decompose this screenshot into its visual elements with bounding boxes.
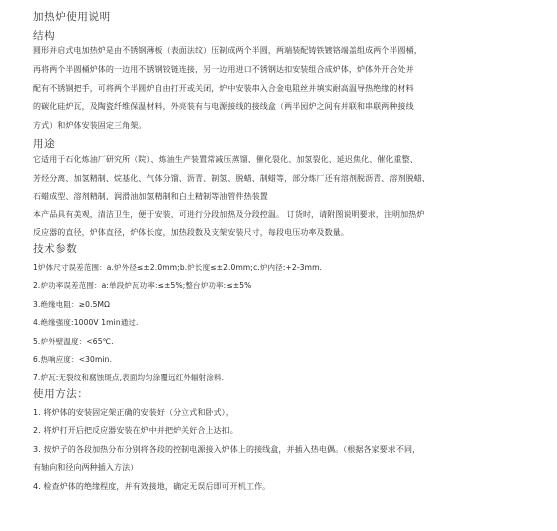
specs-heading: 技术参数 [33,243,78,255]
method-line: 4. 检查炉体的绝缘程度，并有效接地，确定无误后即可开机工作。 [33,482,271,491]
spec-line: 7.炉瓦:无裂纹和腐蚀斑点,表面均匀涂覆远红外辐射涂料. [33,373,225,382]
usage-line: 它适用于石化炼油厂研究所（院）、炼油生产装置常减压蒸馏、催化裂化、加氢裂化、延迟焦化、催化重整、 [33,155,418,164]
spec-line: 4.绝缘强度:1000V 1min通过. [33,318,139,327]
method-heading: 使用方法： [33,388,89,400]
structure-line: 方式）和炉体安装固定三角架。 [33,121,147,130]
method-line: 有轴向和径向两种插入方法） [33,463,139,472]
usage-line: 芳烃分离、加氢精制、烷基化、气体分馏、沥青、制氢、脱蜡、制蜡等，部分炼厂还有溶剂脱沥青、溶剂脱蜡、 [33,174,430,183]
usage-heading: 用途 [33,138,56,150]
structure-line: 再将两个半圆桶炉体的一边用不锈钢铰链连接，另一边用进口不锈钢达扣安装组合成炉体，炉体外开合处并 [33,65,414,74]
document-title: 加热炉使用说明 [33,11,111,23]
spec-line: 1炉体尺寸误差范围：a.炉外径≤±2.0mm;b.炉长度≤±2.0mm;c.炉内径:+2-3mm. [33,263,323,272]
structure-line: 的碳化硅炉瓦，及陶瓷纤维保温材料，外亮装有与电源接线的接线盒（两半园炉之间有并联和串联两种接线 [33,102,414,111]
usage-line: 本产品具有美观，清洁卫生，便于安装，可进行分段加热及分段控温。 订货时，请附图说明要求，注明加热炉 [33,210,425,219]
structure-line: 圆形并启式电加热炉是由不锈钢薄板（表面法纹）压制成两个半圆，两端装配铸铁镀铬端盖组成两个半圆桶， [33,46,422,55]
method-line: 1. 将炉体的安装固定架正确的安装好（分立式和卧式）， [33,408,234,417]
method-line: 2. 将炉打开后把反应器安装在炉中并把炉关好合上达扣。 [33,426,238,435]
spec-line: 6.热响应度：<30min. [33,355,113,364]
usage-line: 石蜡成型、溶剂精制、润滑油加氢精制和白土精制等油管件热装置 [33,192,268,201]
method-line: 3. 按炉子的各段加热分布分别将各段的控制电源接入炉体上的接线盒，并插入热电偶。（根据各家要求不同， [33,445,421,454]
usage-line: 反应器的直径，炉体直径，炉体长度，加热段数及支架安装尺寸，每段电压功率及数量。 [33,228,349,237]
spec-line: 3.绝缘电阻：≥0.5MΩ [33,300,111,309]
spec-line: 5.炉外壁温度：<65℃. [33,337,114,346]
spec-line: 2.炉功率误差范围：a:单段炉瓦功率:≤±5%;整台炉功率:≤±5% [33,281,252,290]
structure-line: 配有不锈钢把手，可将两个半圆炉自由打开或关闭，炉中安装串入合金电阻丝并填实耐高温导热绝缘的材料 [33,84,414,93]
structure-heading: 结构 [33,30,56,42]
